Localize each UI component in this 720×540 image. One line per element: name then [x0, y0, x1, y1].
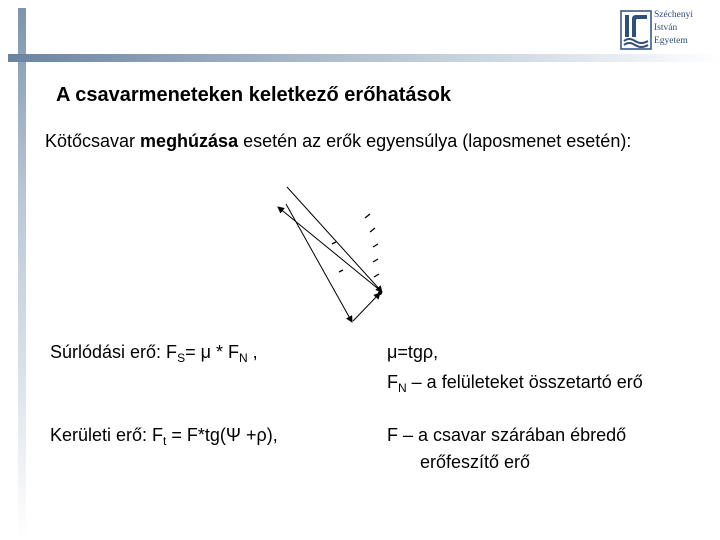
decorative-horizontal-bar	[8, 54, 720, 62]
logo-line-1: Széchenyi	[654, 10, 694, 20]
tangential-sub: t	[163, 434, 167, 448]
fn-rest: – a felületeket összetartó erő	[406, 372, 643, 392]
tangential-label: Kerületi erő: F	[50, 425, 164, 445]
fn-sub: N	[398, 381, 407, 395]
mu-definition: μ=tgρ,	[387, 342, 439, 362]
friction-mid: = μ * F	[185, 342, 239, 362]
logo-line-3: Egyetem	[654, 36, 688, 46]
intro-suffix: esetén az erők egyensúlya (laposmenet esetén):	[238, 131, 632, 151]
decorative-vertical-bar	[18, 8, 26, 540]
logo-line-2: István	[654, 23, 678, 33]
intro-bold-word: meghúzása	[140, 131, 239, 151]
friction-force-equation	[50, 340, 258, 370]
intro-prefix: Kötőcsavar	[45, 131, 141, 151]
tangential-force-equation	[50, 423, 278, 453]
force-vector-diagram	[270, 182, 400, 324]
university-logo	[620, 8, 716, 52]
friction-sub-n: N	[238, 351, 248, 365]
slide-title: A csavarmeneteken keletkező erőhatások	[56, 84, 452, 106]
intro-paragraph	[45, 128, 705, 154]
szechenyi-university-logo-icon	[620, 10, 652, 50]
axial-force-definition-line-1: F – a csavar szárában ébredő	[387, 425, 627, 445]
axial-force-definition-line-2: erőfeszítő erő	[420, 452, 531, 472]
friction-sub-s: S	[177, 351, 186, 365]
friction-end: ,	[247, 342, 258, 362]
normal-force-definition	[387, 370, 643, 400]
tangential-rest: = F*tg(Ψ +ρ),	[166, 425, 278, 445]
fn-main: F	[387, 372, 398, 392]
friction-label: Súrlódási erő: F	[50, 342, 178, 362]
